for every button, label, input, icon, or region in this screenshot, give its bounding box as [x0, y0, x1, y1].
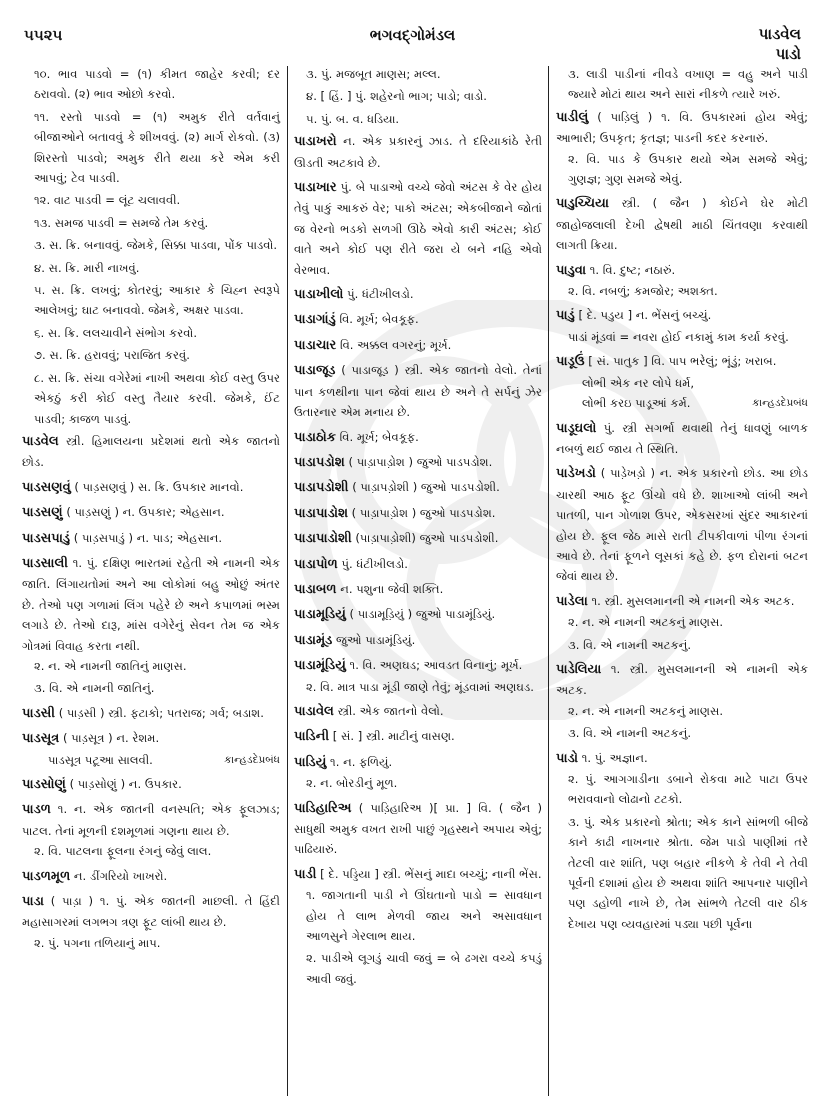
dictionary-entry [294, 284, 542, 305]
definition: ન. પશુના જેવી શક્તિ. [340, 581, 444, 596]
dictionary-entry [556, 418, 808, 460]
definition: [ દે. પડ્ડિયા ] સ્ત્રી. ભેંસનું માદા બચ્ચું; નાની ભેંસ. [320, 866, 542, 881]
definition: પું. બે પાડાઓ વચ્ચે જેવો અંટસ કે વેર હોય તેવું પાકું આકરું વેર; પાકો અંટસ; એકબીજાને જોતાં જ વેરનો ભડકો સળગી ઊઠે એવો કારી અંટસ; કોઈ વાતે અને કોઈ પણ રીતે જરા યે બને નહિ એવો વેરભાવ. [294, 180, 542, 277]
dictionary-entry [294, 604, 542, 625]
dictionary-entry [294, 477, 542, 498]
sense-continuation: ૩. સ. ક્રિ. બનાવવું. જેમકે, સિક્કા પાડવા, પોંક પાડવો. [34, 238, 278, 253]
column-3 [556, 64, 808, 1094]
headword: પાડાખાર [294, 180, 337, 196]
sub-sense: ૨. વિ. પાટલના ફૂલના રંગનું જેવું લાલ. [34, 844, 212, 859]
definition: ( પાડાજૂડ઼ ) સ્ત્રી. એક જાતનો વેલો. તેનાં પાન કળથીના પાન જેવાં થાય છે અને તે સર્પનું ઝેર ઉતારનાર એમ મનાય છે. [294, 363, 543, 420]
definition: ૧. વિ. અણઘડ; આવડત વિનાનું; મૂર્ખ. [349, 658, 523, 673]
definition: ( પાડ઼ેખડ઼ો ) ન. એક પ્રકારનો છોડ. આ છોડ ચારથી આઠ ફૂટ ઊંચો વધે છે. શાખાઓ લાંબી અને પાતળી, પાન ગોળાશ ઉપર, એકસરખાં સુંદર આકારનાં હોય છે. ફૂલ જેઠ માસે રાતી ટીપકીવાળાં પીળા રંગનાં આવે છે. તેનાં ફૂળને લૂસકાં કહે છે. ફળ દોરાનાં બટન જેવાં થાય છે. [556, 466, 808, 584]
headword: પાડી [294, 866, 317, 882]
definition: ( પાડ઼િલું ) ૧. વિ. ઉપકારમાં હોય એવું; આભારી; ઉપકૃત; કૃતજ્ઞ; પાડની કદર કરનારું. [556, 109, 809, 146]
headword: પાડસાલી [22, 555, 69, 571]
dictionary-entry [294, 655, 542, 697]
headword: પાડાબળ [294, 581, 337, 597]
dictionary-entry [294, 579, 542, 600]
headword: પાડિયું [294, 754, 327, 770]
definition: સ્ત્રી. એક જાતનો વેલો. [337, 703, 444, 718]
dictionary-entry [294, 554, 542, 575]
sub-sense: ૨. ન. એ નામની અટકનું માણસ. [568, 615, 724, 630]
dictionary-entry [294, 752, 542, 794]
dictionary-entry [556, 107, 808, 190]
dictionary-entry [294, 528, 542, 549]
dictionary-entry [294, 864, 542, 989]
definition: વિ. મૂર્ખ; બેવકૂફ. [339, 312, 419, 327]
headword: પાડુવા [556, 262, 587, 278]
headword: પાડસી [22, 705, 56, 721]
sub-sense: ૨. ન. બોરડીનું મૂળ. [306, 776, 398, 791]
definition: ( પાડ઼સૂત્ર ) ન. રેશમ. [62, 731, 160, 746]
definition: ૧. સ્ત્રી. મુસલમાનની એ નામની એક અટક. [556, 661, 809, 698]
idiom-continuation: ૩. લાડી પાડીનાં નીવડે વખાણ = વહુ અને પાડી જ્યારે મોટાં થાય અને સારાં નીકળે ત્યારે ખરું. [568, 67, 808, 102]
dictionary-entry [294, 452, 542, 473]
headword: પાડું [556, 308, 575, 324]
headword: પાડાજૂડ [294, 363, 336, 379]
definition: વિ. મૂર્ખ; બેવકૂફ. [339, 429, 419, 444]
dictionary-entry [294, 726, 542, 747]
quote-text: લોભી કરઇ પાડૂઆં કર્મ. [582, 396, 691, 411]
dictionary-entry [22, 502, 280, 523]
citation-source: કાન્હડદેપ્રબંધ [752, 397, 808, 410]
dictionary-entry [556, 260, 808, 302]
sub-sense: ૩. વિ. એ નામની અટકનું. [568, 726, 692, 741]
guide-words [759, 24, 801, 64]
definition: ૧. ન. એક જાતની વનસ્પતિ; એક ફૂલઝાડ; પાટલ. તેનાં મૂળની દશમૂળમાં ગણના થાય છે. [22, 802, 281, 838]
sub-sense: ૨. ન. એ નામની જાતિનું માણસ. [34, 658, 187, 673]
dictionary-entry [556, 463, 808, 586]
dictionary-entry [556, 193, 808, 255]
definition: ( પાડ઼ા ) ૧. પું. એક જાતની માછલી. તે હિંદી મહાસાગરમાં લગભગ ત્રણ ફૂટ લાંબી થાય છે. [22, 894, 280, 930]
dictionary-entry [294, 798, 542, 860]
headword: પાડો [556, 750, 579, 766]
definition: ( પાડામૂડ઼િયું ) જુઓ પાડામૂંડિયું. [349, 607, 496, 622]
headword: પાડાપાડોશી [294, 531, 352, 547]
definition: સ્ત્રી. ( જૈન ) કોઈને ઘેર મોટી જાહોજલાલી દેખી દ્વેષથી માઠી ચિંતવણા કરવાથી લાગતી ક્રિયા. [556, 196, 808, 253]
definition: ૧. પું. દક્ષિણ ભારતમાં રહેતી એ નામની એક જાતિ. લિંગાયતોમાં અને આ લોકોમાં બહુ ઓછું અંતર છે. તેઓ પણ ગળામાં લિંગ પહેરે છે અને કપાળમાં ભસ્મ લગાડે છે. તેઓ દારૂ, માંસ વગેરેનું સેવન તેમ જ એક ગોત્રમાં વિવાહ કરતા નથી. [22, 555, 281, 653]
dictionary-entry [22, 528, 280, 549]
citation-quote [556, 393, 808, 413]
dictionary-entry [294, 360, 542, 422]
sub-sense: ૩. વિ. એ નામની જાતિનું. [34, 681, 155, 696]
book-title: ભગવદ્ગોમંડલ [369, 26, 456, 44]
dictionary-entry [22, 866, 280, 887]
headword: પાડેલા [556, 593, 588, 609]
headword: પાડાખરો [294, 134, 337, 150]
sub-sense: ૨. ન. એ નામની અટકનું માણસ. [568, 703, 724, 718]
headword: પાડાપડોશ [294, 454, 345, 470]
headword: પાડા [22, 894, 44, 910]
definition: ( પાડ઼સી ) સ્ત્રી. ફટાકો; પતરાજ; ગર્વ; બડાશ. [58, 705, 264, 720]
dictionary-entry [22, 477, 280, 498]
guide-word-first: પાડવેલ [758, 25, 801, 43]
headword: પાડાચાર [294, 337, 337, 353]
citation-quote [22, 750, 280, 770]
column-2 [294, 64, 542, 1094]
dictionary-entry [22, 891, 280, 953]
headword: પાડામૂંડ [294, 632, 333, 648]
headword: પાડામૂંડિયું [294, 658, 346, 674]
definition: ( પાડ઼સપાડું ) ન. પાડ; એહસાન. [73, 530, 223, 545]
definition: ૧. વિ. દુષ્ટ; નઠારું. [589, 262, 676, 277]
sense-continuation: ૧૧. રસ્તો પાડવો = (૧) અમુક રીતે વર્તવાનું બીજાઓને બતાવવું કે શીખવવું. (૨) માર્ગ રોકવો. (૩) શિરસ્તો પાડવો; અમુક રીતે થયા કરે એમ કરી આપવું; ટેવ પાડવી. [34, 109, 280, 186]
headword: પાડિહારિઅ [294, 800, 352, 816]
headword: પાડાપોળ [294, 556, 338, 572]
definition: (પાડ઼ાપાડ઼ોશી) જુઓ પાડપડોશી. [355, 531, 499, 546]
sense-continuation: ૫. સ. ક્રિ. લખવું; કોતરવું; આકાર કે ચિહ્ન સ્વરૂપે આલેખવું; ઘાટ બનાવવો. જેમકે, અક્ષર પાડવા. [34, 283, 280, 318]
sense-continuation: ૪. સ. ક્રિ. મારી નાખવું. [34, 260, 140, 275]
headword: પાડાગાંડું [294, 312, 336, 328]
headword: પાડિની [294, 729, 330, 745]
dictionary-columns [22, 64, 808, 1094]
sub-sense: ૨. પું. આગગાડીના ડબાને રોકવા માટે પાટા ઉપર ભરાવવાનો લોઢાનો ટટકો. [568, 772, 808, 807]
definition: પું. ધંટીખીલડો. [347, 287, 414, 302]
sub-sense: ૨. વિ. નબળું; કમજોર; અશક્ત. [568, 284, 718, 299]
sense-continuation: ૭. સ. ક્રિ. હરાવવું; પરાજિત કરવું. [34, 348, 190, 363]
sense-continuation: ૧૩. સમજ પાડવી = સમજે તેમ કરવું. [34, 215, 209, 230]
headword: પાડવેલ [22, 433, 59, 449]
headword: પાડાખીલો [294, 287, 344, 303]
headword: પાડાપડોશી [294, 480, 349, 496]
dictionary-entry [22, 799, 280, 861]
guide-word-last: પાડો [775, 45, 801, 63]
headword: પાડળ [22, 802, 51, 818]
dictionary-entry [294, 503, 542, 524]
definition: ૧. ન. ફળિયું. [330, 754, 393, 769]
dictionary-entry [294, 630, 542, 651]
sense-continuation: ૬. સ. ક્રિ. લલચાવીને સંભોગ કરવો. [34, 325, 198, 340]
definition: [ સં. પાતુક ] વિ. પાપ ભરેલું; ભૂંડું; ખરાબ. [588, 354, 777, 369]
idiom: ૨. પાડીએ લૂગડું ચાવી જવું = બે ઢગરા વચ્ચે કપડું આવી જવું. [306, 951, 542, 986]
dictionary-entry [294, 177, 542, 280]
headword: પાડસૂત્ર [22, 731, 60, 747]
sense-continuation: ૧૦. ભાવ પાડવો = (૧) કીમત જાહેર કરવી; દર ઠરાવવો. (૨) ભાવ ઓછો કરવો. [34, 67, 280, 102]
definition: વિ. અક્કલ વગરનું; મૂર્ખ. [339, 337, 452, 352]
headword: પાડાઠોક [294, 429, 336, 445]
sub-sense: ૩. વિ. એ નામની અટકનું. [568, 637, 692, 652]
headword: પાડસપાડું [22, 530, 71, 546]
dictionary-entry [294, 335, 542, 356]
dictionary-entry [556, 305, 808, 347]
sense-continuation: ૪. [ હિં. ] પું. શહેરનો ભાગ; પાડો; વાડો. [306, 89, 487, 104]
citation-quote-line: લોભી એક નર લોપે ધર્મ, [582, 375, 695, 390]
idiom: પાડાં મૂંડવાં = નવરા હોઈ નકામું કામ કર્યા કરવું. [568, 329, 789, 344]
headword: પાડળમૂળ [22, 868, 71, 884]
headword: પાડુચ્ચિયા [556, 196, 609, 212]
dictionary-entry [294, 427, 542, 448]
definition: ( પાડ઼સોણું ) ન. ઉપકાર. [69, 777, 182, 791]
dictionary-entry [294, 309, 542, 330]
dictionary-entry [22, 728, 280, 770]
definition: ( પાડ઼સણવું ) સ. ક્રિ. ઉપકાર માનવો. [74, 479, 244, 494]
headword: પાડસોણું [22, 777, 66, 792]
definition: ૧. પું. અજ્ઞાન. [581, 750, 648, 765]
sense-continuation: ૫. પું. બ. વ. ધડિયા. [306, 111, 400, 126]
definition: પું. સ્ત્રી સગર્ભા થવાથી તેનું ધાવણું બાળક નબળું થઈ જાય તે સ્થિતિ. [556, 420, 809, 456]
sub-sense: ૨. વિ. પાડ કે ઉપકાર થયો એમ સમજે એવું; ગુણજ્ઞ; ગુણ સમજે એવું. [568, 151, 808, 187]
headword: પાડાપાડોશ [294, 505, 348, 521]
dictionary-entry [294, 701, 542, 722]
headword: પાડસણવું [22, 479, 71, 495]
headword: પાડીલું [556, 109, 589, 125]
sub-sense: ૩. પું. એક પ્રકારનો શ્રોતા; એક કાને સાંભળી બીજે કાને કાઢી નાખનાર શ્રોતા. જેમ પાડો પાણીમાં તરે તેટલી વાર શાંતિ, પણ બહાર નીકળે કે તેવી ને તેવી પૂર્વની દશામાં હોય છે અથવા શાંતિ આપનાર પાણીને પણ ડહોળી નાખે છે, તેમ સાંભળે તેટલી વાર ઠીક દેખાય પણ વ્યવહારમાં પડ્યા પછી પૂર્વના [568, 814, 808, 931]
headword: પાડાવેલ [294, 703, 334, 719]
dictionary-entry [22, 774, 280, 795]
dictionary-entry [556, 591, 808, 655]
sub-sense: ૨. પું. પગના તળિયાનું માપ. [34, 935, 161, 950]
sense-continuation: ૮. સ. ક્રિ. સંચા વગેરેમાં નાખી અથવા કોઈ વસ્તુ ઉપર એકઠું કરી કોઈ વસ્તુ તૈયાર કરવી. જેમકે, ઈંટ પાડવી; કાજળ પાડવું. [34, 370, 280, 426]
definition: જુઓ પાડામૂંડિયું. [335, 632, 416, 647]
definition: સ્ત્રી. હિમાલયના પ્રદેશમાં થતો એક જાતનો છોડ. [22, 433, 280, 470]
definition: ૧. સ્ત્રી. મુસલમાનની એ નામની એક અટક. [591, 593, 795, 608]
sense-continuation: ૩. પું. મજબૂત માણસ; મલ્લ. [306, 67, 441, 81]
idiom: ૧. જાગતાની પાડી ને ઊંઘતાનો પાડો = સાવધાન હોય તે લાભ મેળવી જાય અને અસાવધાન આળસુને ગેરલાભ થાય. [306, 888, 542, 944]
headword: પાડૂઘલો [556, 420, 597, 436]
headword: પાડૂઉં [556, 354, 585, 370]
dictionary-entry [22, 553, 280, 699]
sub-sense: ૨. વિ. માત્ર પાડા મૂંડી જાણે તેવું; મૂંડવામાં અણઘડ. [306, 679, 534, 694]
column-1 [22, 64, 280, 1094]
definition: [ સં. ] સ્ત્રી. માટીનું વાસણ. [332, 729, 455, 744]
dictionary-entry [556, 748, 808, 935]
definition: [ દે. પડુય ] ન. ભેંસનું બચ્ચું. [578, 308, 712, 323]
headword: પાડામૂડિયું [294, 607, 346, 623]
headword: પાડેલિયા [556, 661, 602, 677]
definition: ન. ડીંગરિયો ખાખરો. [73, 868, 168, 883]
definition: ( પાડ઼ાપડ઼ોશી ) જુઓ પાડપડોશી. [352, 480, 500, 495]
dictionary-entry [22, 431, 280, 473]
definition: ( પાડ઼િહારિઅ )[ પ્રા. ] વિ. ( જૈન ) સાધુથી અમુક વખત રાખી પાછું ગૃહસ્થને અપાય એવું; પાઢિયારું. [294, 800, 542, 857]
dictionary-entry [556, 351, 808, 413]
page-number: ૫૫૨૫ [24, 26, 63, 44]
citation-source: કાન્હડદેપ્રબંધ [224, 753, 280, 766]
definition: ન. એક પ્રકારનું ઝાડ. તે દરિયાકાંઠે રેતી ઊડતી અટકાવે છે. [294, 134, 543, 170]
dictionary-entry [294, 131, 542, 173]
dictionary-entry [556, 659, 808, 744]
sense-continuation: ૧૨. વાટ પાડવી = લૂંટ ચલાવવી. [34, 193, 181, 208]
dictionary-entry [22, 703, 280, 724]
definition: પું. ધંટીખીલડો. [341, 556, 408, 571]
definition: ( પાડ઼સણું ) ન. ઉપકાર; એહસાન. [66, 505, 225, 520]
quote-text: પાડસૂત્ર પટૂઆ સાલવી. [48, 752, 153, 767]
definition: ( પાડ઼ાપાડ઼ોશ ) જુઓ પાડપડોશ. [348, 454, 493, 469]
definition: ( પાડ઼ાપાડ઼ોશ ) જુઓ પાડપડોશ. [351, 505, 496, 520]
page-header [0, 20, 825, 63]
headword: પાડેખડો [556, 466, 596, 482]
headword: પાડસણું [22, 505, 63, 521]
